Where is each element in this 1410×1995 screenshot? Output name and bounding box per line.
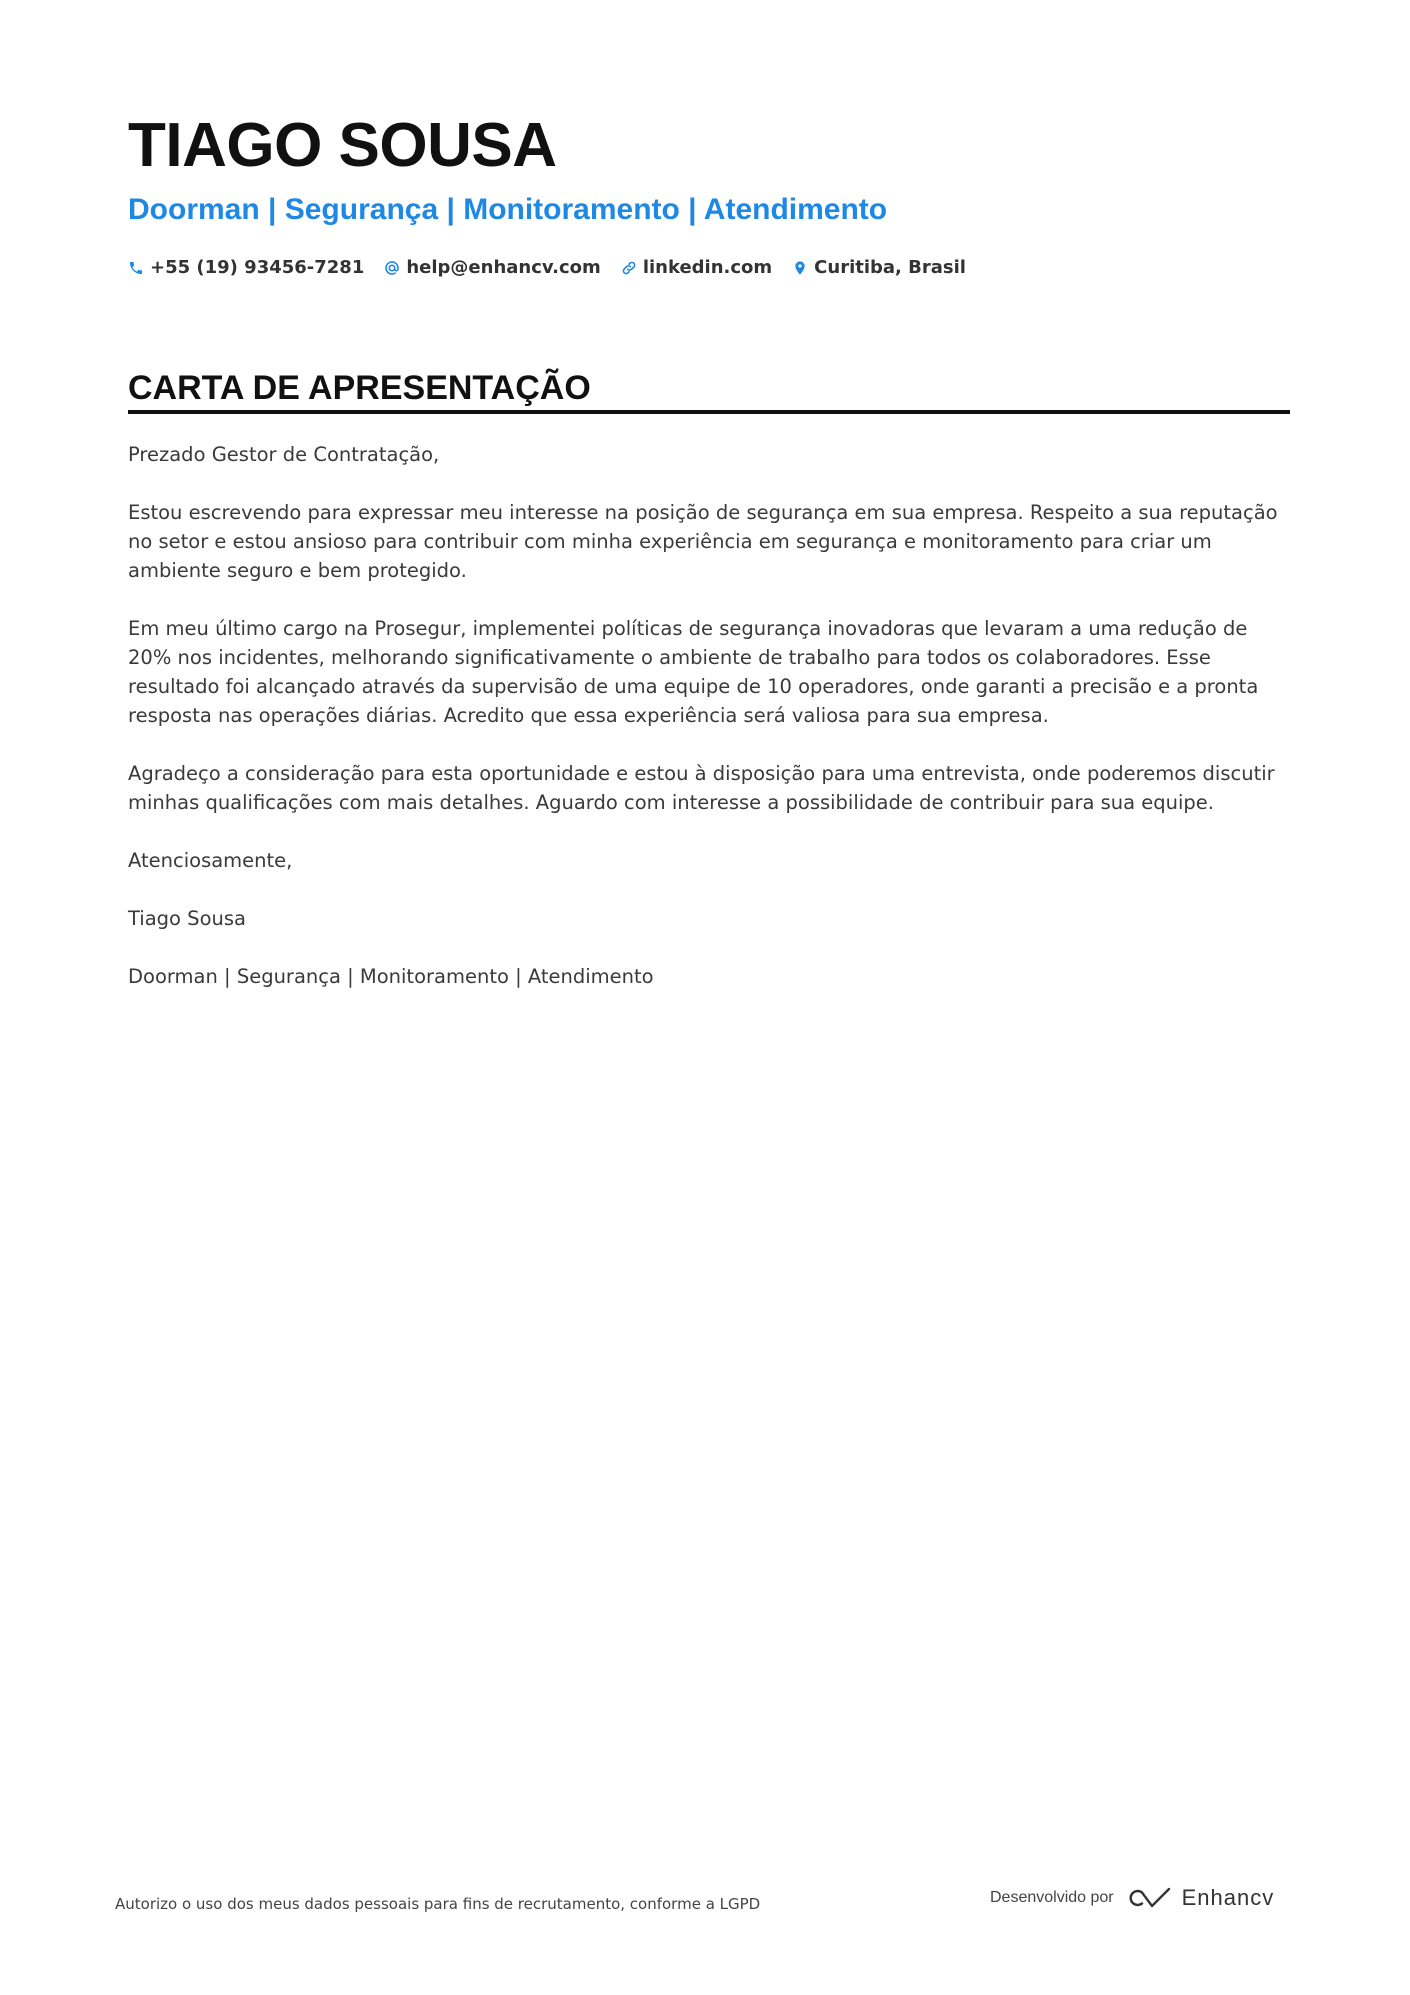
signature-name: Tiago Sousa: [128, 907, 246, 930]
link-icon: [621, 260, 637, 276]
letter-paragraph: Agradeço a consideração para esta oportunidade e estou à disposição para uma entrevista, onde poderemos discutir minhas qualificações com mais detalhes. Aguardo com interesse a possibilidade de contribuir para sua equipe.: [128, 762, 1275, 814]
section-divider: [128, 410, 1290, 414]
letter-paragraph: Estou escrevendo para expressar meu interesse na posição de segurança em sua empresa. Respeito a sua reputação no setor e estou ansioso para contribuir com minha experiência em segurança e monitoramento para criar um ambiente seguro e bem protegido.: [128, 501, 1278, 582]
letter-greeting: Prezado Gestor de Contratação,: [128, 443, 440, 466]
signature-title: Doorman | Segurança | Monitoramento | Atendimento: [128, 965, 654, 988]
phone-icon: [128, 260, 144, 276]
contact-phone-text: +55 (19) 93456-7281: [150, 257, 365, 278]
candidate-name: TIAGO SOUSA: [128, 111, 557, 180]
location-pin-icon: [792, 260, 808, 276]
contact-linkedin-text: linkedin.com: [642, 257, 773, 278]
letter-closing: Atenciosamente,: [128, 849, 293, 872]
at-icon: [384, 260, 400, 276]
contact-phone: [128, 254, 364, 282]
footer-consent: Autorizo o uso dos meus dados pessoais para fins de recrutamento, conforme a LGPD: [115, 1895, 761, 1913]
powered-by-label: Desenvolvido por: [990, 1889, 1114, 1906]
contact-location: [792, 254, 966, 282]
section-title: CARTA DE APRESENTAÇÃO: [128, 369, 591, 407]
contact-email[interactable]: [384, 254, 600, 282]
contact-location-text: Curitiba, Brasil: [814, 257, 966, 278]
contact-email-text: help@enhancv.com: [406, 257, 601, 278]
letter-paragraph: Em meu último cargo na Prosegur, implementei políticas de segurança inovadoras que levaram a uma redução de 20% nos incidentes, melhorando significativamente o ambiente de trabalho para todos os colaboradores. Esse resultado foi alcançado através da supervisão de uma equipe de 10 operadores, onde garanti a precisão e a pronta resposta nas operações diárias. Acredito que essa experiência será valiosa para sua empresa.: [128, 617, 1259, 727]
enhancv-logo-icon: [1126, 1885, 1172, 1911]
letter-body: [128, 440, 1290, 1020]
brand-name: Enhancv: [1181, 1885, 1275, 1910]
contact-linkedin[interactable]: [621, 254, 772, 282]
contact-bar: [128, 254, 986, 282]
footer-branding[interactable]: [990, 1885, 1274, 1911]
candidate-headline: Doorman | Segurança | Monitoramento | Atendimento: [128, 193, 888, 226]
